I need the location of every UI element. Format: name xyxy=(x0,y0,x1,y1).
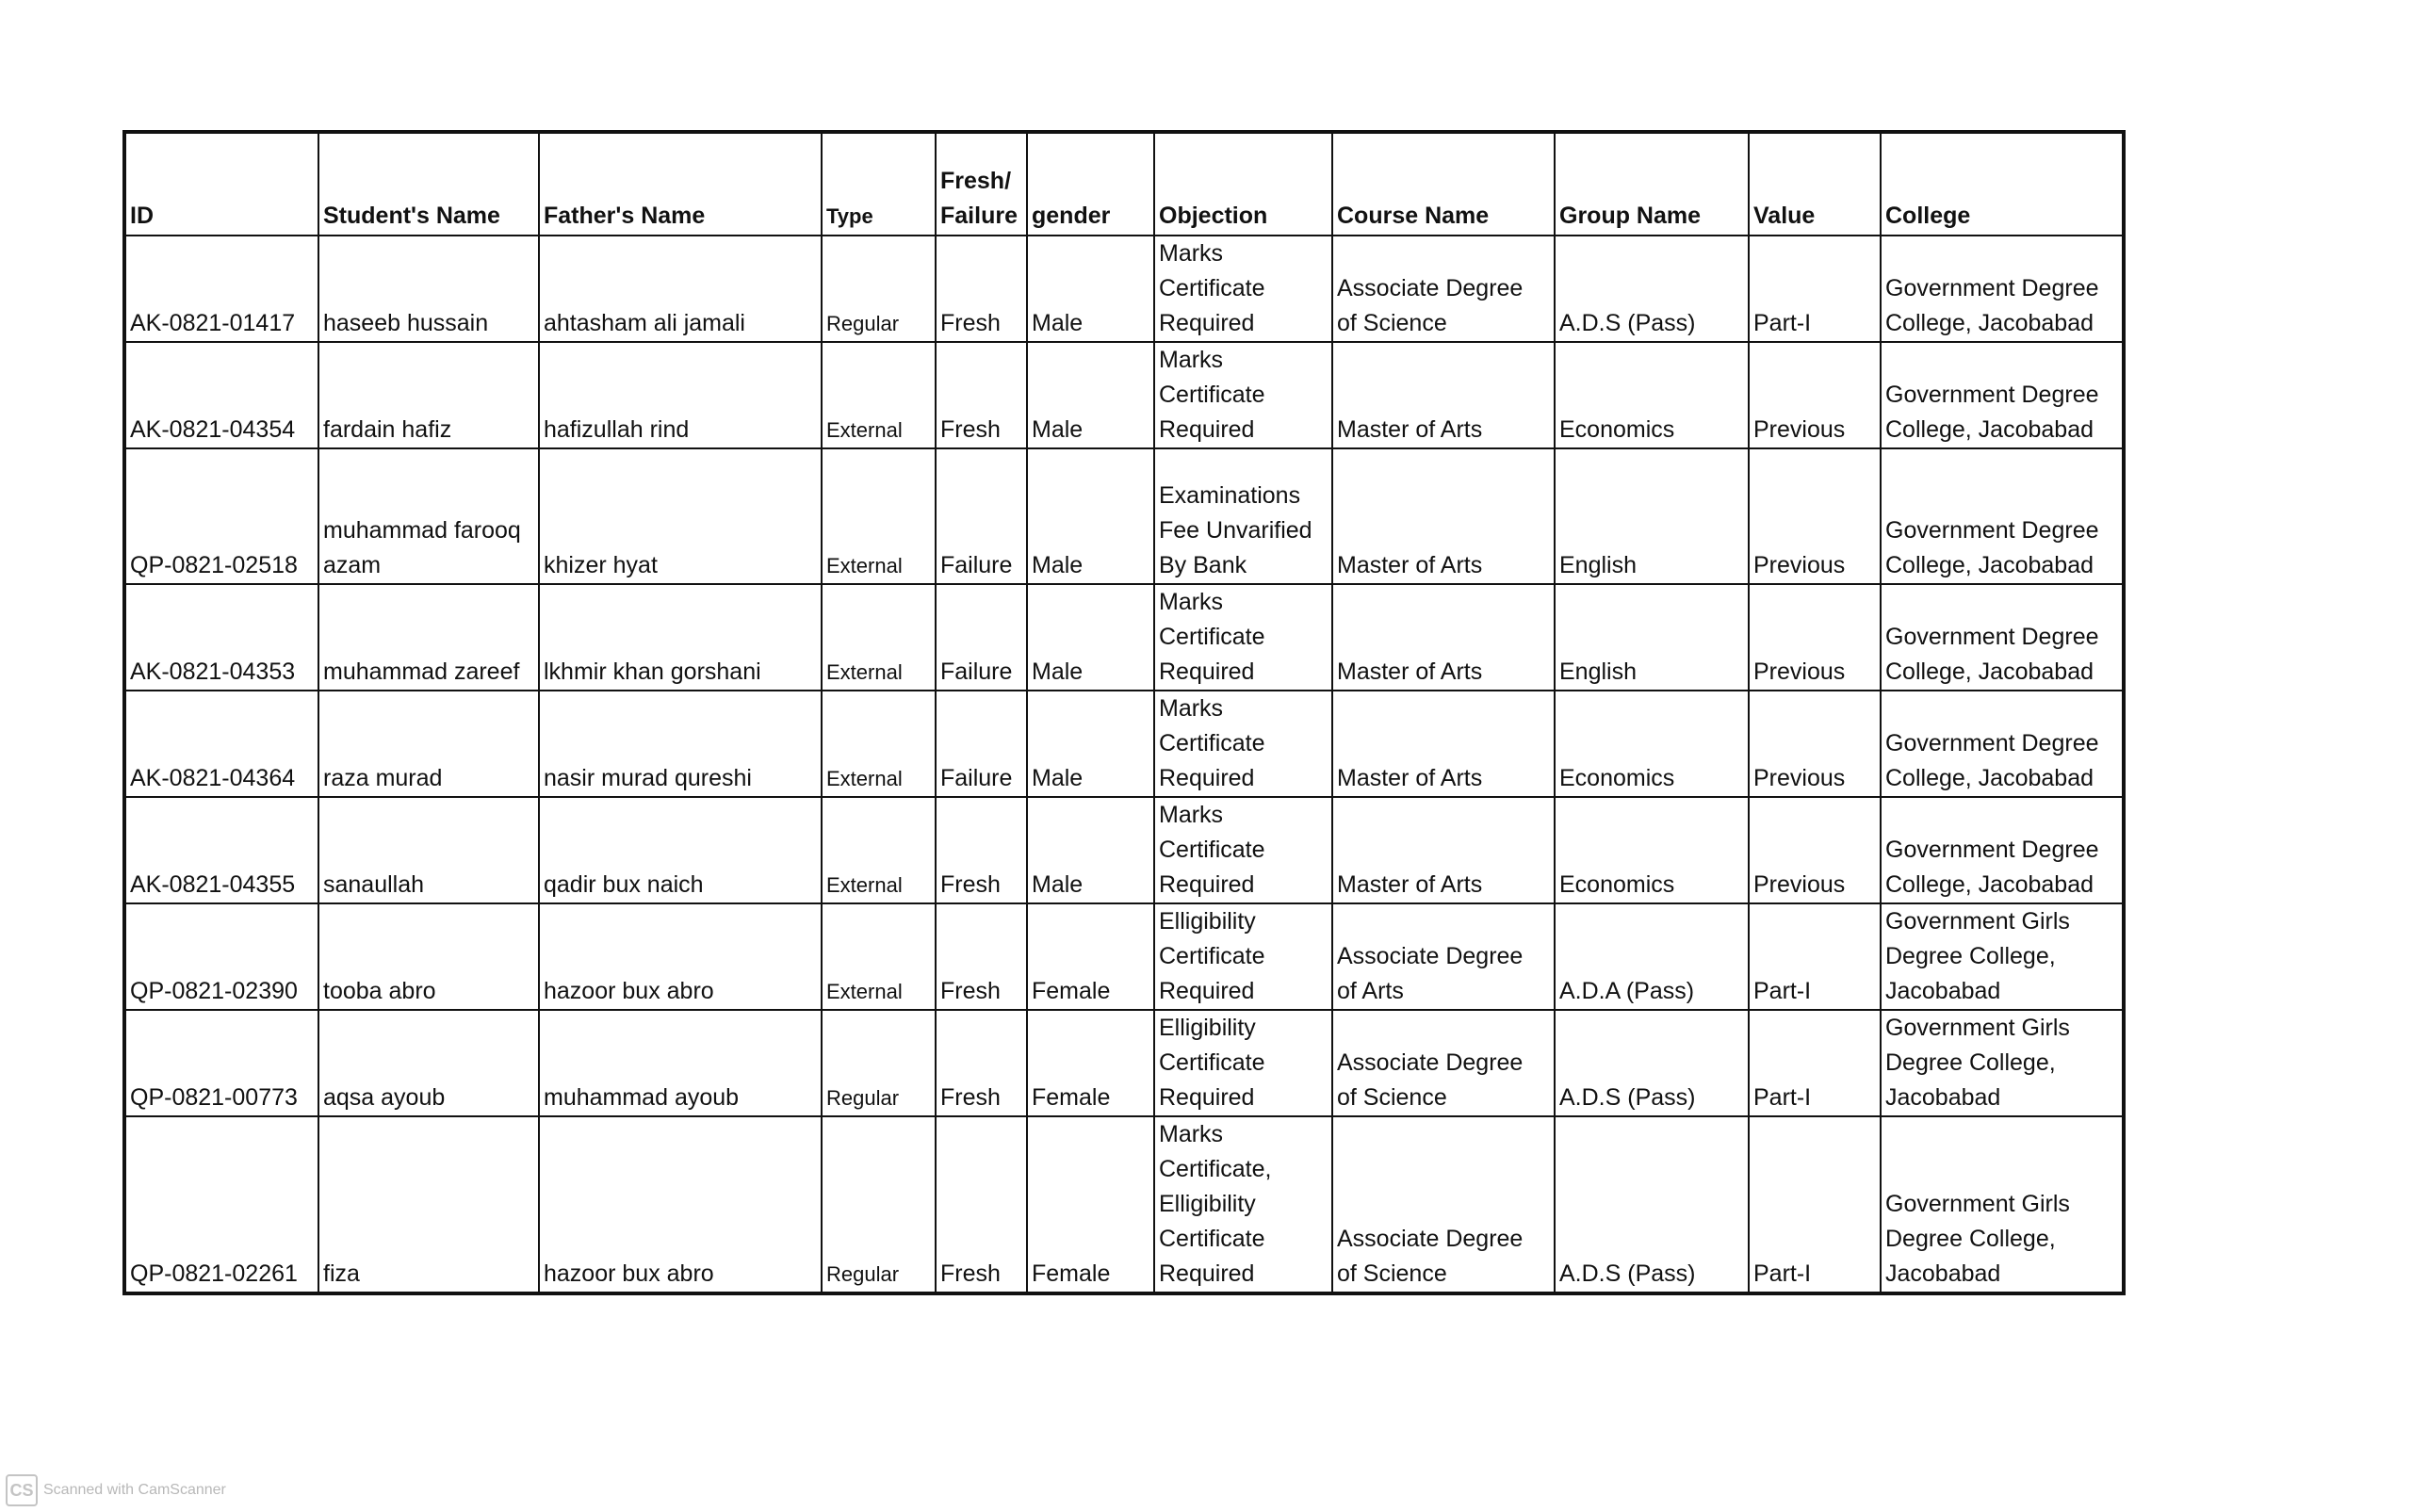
cell-gender: Male xyxy=(1027,797,1154,903)
cell-id: AK-0821-04354 xyxy=(124,342,318,448)
table-row xyxy=(124,236,2124,342)
cell-student-name: muhammad farooq azam xyxy=(318,448,539,584)
cell-student-name: muhammad zareef xyxy=(318,584,539,691)
cell-course-name: Master of Arts xyxy=(1332,797,1555,903)
cell-id: AK-0821-04364 xyxy=(124,691,318,797)
cell-objection: Elligibility Certificate Required xyxy=(1154,1010,1332,1116)
column-header-fresh-failure: Fresh/ Failure xyxy=(936,132,1027,236)
column-header-student-name: Student's Name xyxy=(318,132,539,236)
cell-type: External xyxy=(822,903,936,1010)
cell-course-name: Master of Arts xyxy=(1332,448,1555,584)
cell-fresh-failure: Fresh xyxy=(936,236,1027,342)
cell-id: AK-0821-04355 xyxy=(124,797,318,903)
cell-objection: Marks Certificate Required xyxy=(1154,691,1332,797)
cell-father-name: nasir murad qureshi xyxy=(539,691,822,797)
cell-group-name: English xyxy=(1555,584,1749,691)
cell-objection: Elligibility Certificate Required xyxy=(1154,903,1332,1010)
cell-student-name: fardain hafiz xyxy=(318,342,539,448)
cell-value: Previous xyxy=(1749,584,1881,691)
cell-id: AK-0821-04353 xyxy=(124,584,318,691)
cell-value: Part-I xyxy=(1749,236,1881,342)
cell-father-name: hazoor bux abro xyxy=(539,903,822,1010)
cell-objection: Marks Certificate, Elligibility Certificate Required xyxy=(1154,1116,1332,1293)
cell-group-name: A.D.S (Pass) xyxy=(1555,1116,1749,1293)
watermark-text: Scanned with CamScanner xyxy=(43,1482,226,1498)
cell-course-name: Associate Degree of Science xyxy=(1332,1116,1555,1293)
cell-father-name: muhammad ayoub xyxy=(539,1010,822,1116)
cell-value: Part-I xyxy=(1749,1116,1881,1293)
table-row xyxy=(124,448,2124,584)
cell-objection: Marks Certificate Required xyxy=(1154,342,1332,448)
cell-value: Previous xyxy=(1749,797,1881,903)
column-header-value: Value xyxy=(1749,132,1881,236)
camscanner-logo-icon: CS xyxy=(6,1474,38,1506)
cell-type: External xyxy=(822,342,936,448)
cell-college: Government Girls Degree College, Jacobabad xyxy=(1881,1010,2124,1116)
cell-college: Government Degree College, Jacobabad xyxy=(1881,342,2124,448)
cell-course-name: Associate Degree of Arts xyxy=(1332,903,1555,1010)
table-row xyxy=(124,797,2124,903)
column-header-type: Type xyxy=(822,132,936,236)
cell-father-name: lkhmir khan gorshani xyxy=(539,584,822,691)
cell-father-name: khizer hyat xyxy=(539,448,822,584)
cell-gender: Male xyxy=(1027,584,1154,691)
cell-value: Previous xyxy=(1749,448,1881,584)
table-row xyxy=(124,342,2124,448)
cell-type: Regular xyxy=(822,236,936,342)
cell-gender: Male xyxy=(1027,342,1154,448)
cell-fresh-failure: Failure xyxy=(936,691,1027,797)
cell-value: Part-I xyxy=(1749,903,1881,1010)
cell-student-name: sanaullah xyxy=(318,797,539,903)
cell-father-name: hazoor bux abro xyxy=(539,1116,822,1293)
cell-value: Previous xyxy=(1749,342,1881,448)
cell-fresh-failure: Fresh xyxy=(936,1116,1027,1293)
cell-fresh-failure: Fresh xyxy=(936,903,1027,1010)
cell-objection: Marks Certificate Required xyxy=(1154,797,1332,903)
cell-group-name: Economics xyxy=(1555,797,1749,903)
table-row xyxy=(124,584,2124,691)
cell-group-name: A.D.A (Pass) xyxy=(1555,903,1749,1010)
camscanner-watermark xyxy=(6,1474,226,1506)
cell-gender: Male xyxy=(1027,448,1154,584)
cell-type: External xyxy=(822,584,936,691)
cell-course-name: Associate Degree of Science xyxy=(1332,1010,1555,1116)
cell-father-name: hafizullah rind xyxy=(539,342,822,448)
column-header-objection: Objection xyxy=(1154,132,1332,236)
cell-type: Regular xyxy=(822,1010,936,1116)
cell-objection: Examinations Fee Unvarified By Bank xyxy=(1154,448,1332,584)
cell-objection: Marks Certificate Required xyxy=(1154,584,1332,691)
column-header-college: College xyxy=(1881,132,2124,236)
column-header-group-name: Group Name xyxy=(1555,132,1749,236)
cell-value: Part-I xyxy=(1749,1010,1881,1116)
table-row xyxy=(124,903,2124,1010)
cell-college: Government Degree College, Jacobabad xyxy=(1881,691,2124,797)
cell-student-name: haseeb hussain xyxy=(318,236,539,342)
column-header-id: ID xyxy=(124,132,318,236)
cell-fresh-failure: Fresh xyxy=(936,1010,1027,1116)
cell-college: Government Degree College, Jacobabad xyxy=(1881,448,2124,584)
cell-father-name: ahtasham ali jamali xyxy=(539,236,822,342)
cell-value: Previous xyxy=(1749,691,1881,797)
cell-gender: Female xyxy=(1027,903,1154,1010)
cell-type: External xyxy=(822,797,936,903)
cell-gender: Male xyxy=(1027,236,1154,342)
cell-student-name: fiza xyxy=(318,1116,539,1293)
cell-gender: Female xyxy=(1027,1010,1154,1116)
table-row xyxy=(124,1116,2124,1293)
column-header-gender: gender xyxy=(1027,132,1154,236)
cell-group-name: Economics xyxy=(1555,691,1749,797)
column-header-father-name: Father's Name xyxy=(539,132,822,236)
cell-objection: Marks Certificate Required xyxy=(1154,236,1332,342)
cell-fresh-failure: Failure xyxy=(936,448,1027,584)
cell-type: External xyxy=(822,691,936,797)
cell-type: External xyxy=(822,448,936,584)
cell-student-name: tooba abro xyxy=(318,903,539,1010)
cell-id: QP-0821-02261 xyxy=(124,1116,318,1293)
cell-college: Government Degree College, Jacobabad xyxy=(1881,797,2124,903)
cell-course-name: Associate Degree of Science xyxy=(1332,236,1555,342)
cell-course-name: Master of Arts xyxy=(1332,342,1555,448)
cell-fresh-failure: Failure xyxy=(936,584,1027,691)
cell-student-name: aqsa ayoub xyxy=(318,1010,539,1116)
cell-college: Government Girls Degree College, Jacobabad xyxy=(1881,903,2124,1010)
cell-id: QP-0821-02518 xyxy=(124,448,318,584)
cell-id: QP-0821-00773 xyxy=(124,1010,318,1116)
cell-group-name: A.D.S (Pass) xyxy=(1555,236,1749,342)
cell-fresh-failure: Fresh xyxy=(936,797,1027,903)
cell-gender: Female xyxy=(1027,1116,1154,1293)
table-row xyxy=(124,691,2124,797)
header-row xyxy=(124,132,2124,236)
cell-course-name: Master of Arts xyxy=(1332,584,1555,691)
cell-college: Government Degree College, Jacobabad xyxy=(1881,236,2124,342)
table-row xyxy=(124,1010,2124,1116)
cell-college: Government Girls Degree College, Jacobabad xyxy=(1881,1116,2124,1293)
cell-college: Government Degree College, Jacobabad xyxy=(1881,584,2124,691)
cell-group-name: English xyxy=(1555,448,1749,584)
student-objection-table xyxy=(122,130,2126,1295)
cell-group-name: Economics xyxy=(1555,342,1749,448)
cell-student-name: raza murad xyxy=(318,691,539,797)
cell-father-name: qadir bux naich xyxy=(539,797,822,903)
cell-gender: Male xyxy=(1027,691,1154,797)
cell-group-name: A.D.S (Pass) xyxy=(1555,1010,1749,1116)
column-header-course-name: Course Name xyxy=(1332,132,1555,236)
cell-id: QP-0821-02390 xyxy=(124,903,318,1010)
cell-course-name: Master of Arts xyxy=(1332,691,1555,797)
cell-fresh-failure: Fresh xyxy=(936,342,1027,448)
cell-id: AK-0821-01417 xyxy=(124,236,318,342)
cell-type: Regular xyxy=(822,1116,936,1293)
